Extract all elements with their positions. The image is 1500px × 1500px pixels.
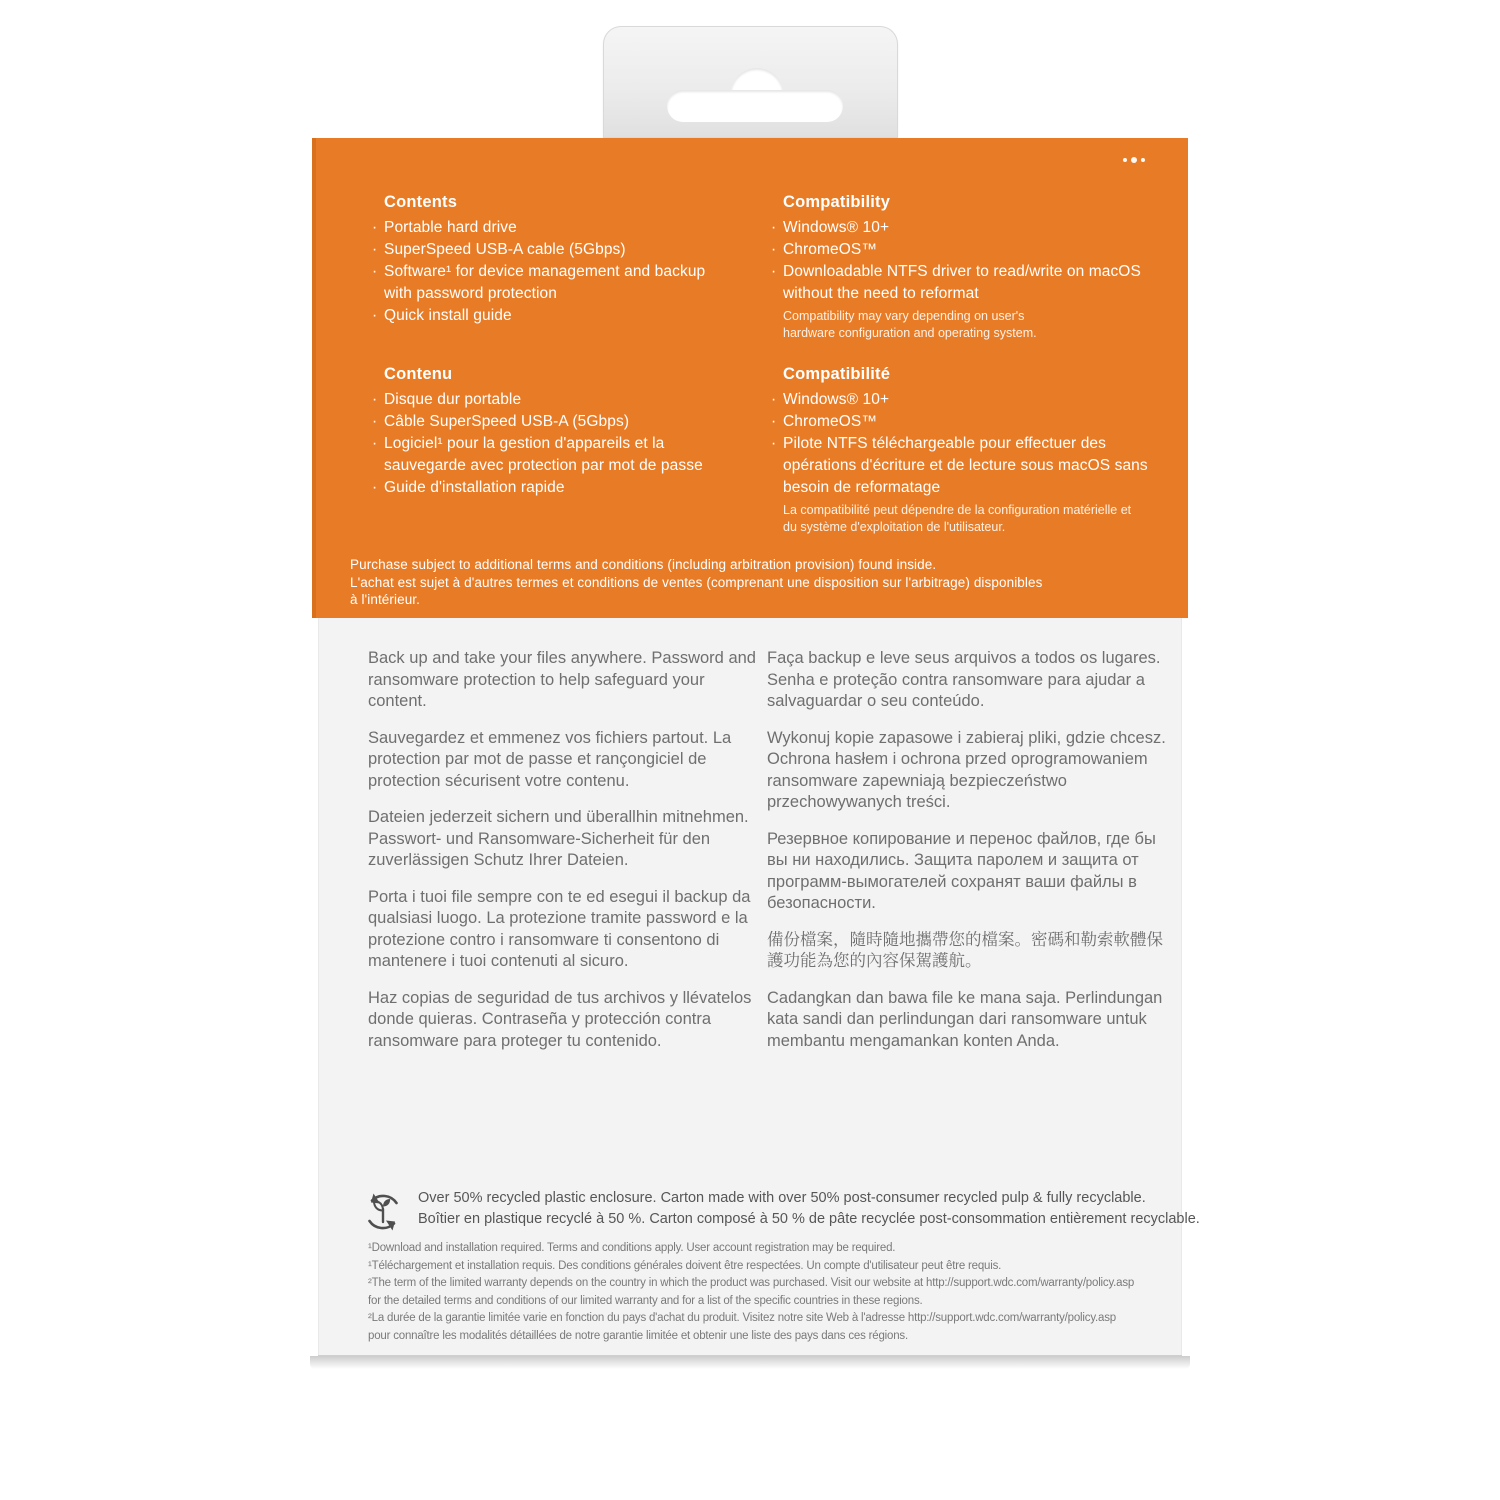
footnote-line: ²The term of the limited warranty depends on the country in which the product was purchased. Visit our website at http://support.wdc.com/warranty/policy.asp: [368, 1277, 1135, 1289]
recycling-statement: [360, 1188, 1200, 1235]
footnote-line: ¹Téléchargement et installation requis. Des conditions générales doivent être respectées. Un compte d'utilisateur peut être requis.: [368, 1259, 1002, 1272]
recycling-line: Boîtier en plastique recyclé à 50 %. Carton composé à 50 % de pâte recyclée post-consommation entièrement recyclable.: [418, 1211, 1200, 1227]
compatibility-heading: Compatibility: [783, 193, 891, 211]
purchase-terms: [350, 556, 1050, 609]
list-item: · Disque dur portable: [372, 389, 734, 411]
compatibility-note: [783, 308, 1155, 342]
footnote-line: ²La durée de la garantie limitée varie en fonction du pays d'achat du produit. Visitez notre site Web à l'adresse http://support.wdc.com/warranty/policy.asp: [368, 1312, 1116, 1324]
list-item: · Guide d'installation rapide: [372, 477, 734, 499]
note-line: hardware configuration and operating system.: [783, 326, 1037, 340]
paragraph-column-left: [368, 648, 756, 1067]
footnote-line: for the detailed terms and conditions of our limited warranty and for a list of the specific countries in these regions.: [368, 1294, 923, 1307]
purchase-terms-line: Purchase subject to additional terms and conditions (including arbitration provision) found inside.: [350, 557, 937, 572]
list-item: · Windows® 10+: [771, 217, 1155, 239]
body-paragraph: 備份檔案，隨時隨地攜帶您的檔案。密碼和勒索軟體保護功能為您的內容保駕護航。: [767, 930, 1163, 970]
note-line: Compatibility may vary depending on user's: [783, 309, 1025, 323]
info-panel: [318, 618, 1200, 1356]
body-paragraph: Haz copias de seguridad de tus archivos y llévatelos donde quieras. Contraseña y protección contra ransomware para proteger tu contenido.: [368, 988, 752, 1050]
body-paragraph: Back up and take your files anywhere. Password and ransomware protection to help safeguard your content.: [368, 649, 756, 710]
compatibility-heading: Compatibilité: [783, 365, 891, 383]
list-item: · Portable hard drive: [372, 217, 730, 239]
compatibility-list: [771, 217, 1155, 305]
body-paragraph: Porta i tuoi file sempre con te ed esegui il backup da qualsiasi luogo. La protezione tramite password e la protezione contro i ransomware ti consentono di mantenere i tuoi contenuti al sicuro.: [368, 887, 751, 970]
list-item: · SuperSpeed USB-A cable (5Gbps): [372, 239, 730, 261]
list-item: · Windows® 10+: [771, 389, 1163, 411]
contents-heading: Contents: [384, 193, 458, 211]
contents-list: [372, 389, 734, 499]
body-paragraph: Резервное копирование и перенос файлов, где бы вы ни находились. Защита паролем и защита от программ-вымогателей сохранят ваши файлы в безопасности.: [767, 829, 1156, 912]
ellipsis-dots-icon: [1123, 156, 1145, 164]
compatibility-section-en: [771, 192, 1155, 342]
footnotes: [368, 1240, 1134, 1345]
recycle-leaf-icon: [360, 1189, 406, 1235]
note-line: La compatibilité peut dépendre de la configuration matérielle et: [783, 503, 1132, 517]
compatibility-note: [783, 502, 1163, 536]
body-paragraph: Dateien jederzeit sichern und überallhin mitnehmen. Passwort- und Ransomware-Sicherheit für den zuverlässigen Schutz Ihrer Dateien.: [368, 808, 749, 869]
compatibility-section-fr: [771, 364, 1163, 536]
contents-heading: Contenu: [384, 365, 453, 383]
contents-list: [372, 217, 730, 327]
paragraph-column-right: [767, 648, 1172, 1067]
list-item: · Logiciel¹ pour la gestion d'appareils et la sauvegarde avec protection par mot de passe: [372, 433, 734, 477]
orange-info-panel: [312, 138, 1188, 618]
note-line: du système d'exploitation de l'utilisateur.: [783, 520, 1006, 534]
recycling-text: [418, 1188, 1200, 1230]
body-paragraph: Faça backup e leve seus arquivos a todos os lugares. Senha e proteção contra ransomware para ajudar a salvaguardar o seu conteúdo.: [767, 649, 1161, 710]
list-item: · Câble SuperSpeed USB-A (5Gbps): [372, 411, 734, 433]
body-paragraph: Cadangkan dan bawa file ke mana saja. Perlindungan kata sandi dan perlindungan dari ransomware untuk membantu mengamankan konten Anda.: [767, 988, 1163, 1050]
contents-section-en: [372, 192, 730, 327]
list-item: · ChromeOS™: [771, 411, 1163, 433]
euro-slot-hole: [667, 90, 843, 122]
hang-tab: [603, 26, 898, 138]
contents-section-fr: [372, 364, 734, 499]
recycling-line: Over 50% recycled plastic enclosure. Carton made with over 50% post-consumer recycled pulp & fully recyclable.: [418, 1190, 1146, 1206]
compatibility-list: [771, 389, 1163, 499]
list-item: · Pilote NTFS téléchargeable pour effectuer des opérations d'écriture et de lecture sous macOS sans besoin de reformatage: [771, 433, 1163, 499]
body-paragraph: Sauvegardez et emmenez vos fichiers partout. La protection par mot de passe et rançongiciel de protection sécurisent votre contenu.: [368, 728, 732, 790]
footnote-line: pour connaître les modalités détaillées de notre garantie limitée et obtenir une liste des pays dans ces régions.: [368, 1329, 908, 1342]
list-item: · Downloadable NTFS driver to read/write on macOS without the need to reformat: [771, 261, 1155, 305]
body-paragraph: Wykonuj kopie zapasowe i zabieraj pliki, gdzie chcesz. Ochrona hasłem i ochrona przed oprogramowaniem ransomware zapewniają bezpieczeństwo przechowywanych treści.: [767, 728, 1166, 811]
footnote-line: ¹Download and installation required. Terms and conditions apply. User account registration may be required.: [368, 1242, 896, 1254]
purchase-terms-line: L'achat est sujet à d'autres termes et conditions de ventes (comprenant une disposition sur l'arbitrage) disponibles à l'intérieur.: [350, 574, 1043, 607]
list-item: · ChromeOS™: [771, 239, 1155, 261]
list-item: · Software¹ for device management and backup with password protection: [372, 261, 730, 305]
list-item: · Quick install guide: [372, 305, 730, 327]
